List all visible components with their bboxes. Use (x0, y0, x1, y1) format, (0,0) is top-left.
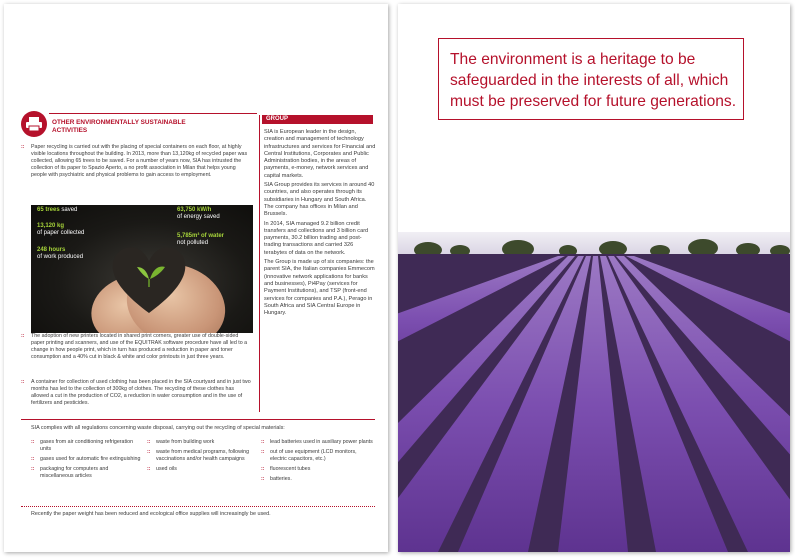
section-divider (21, 419, 375, 420)
waste-item: :: fluorescent tubes (261, 466, 373, 473)
lavender-rows-illustration (398, 232, 790, 552)
section-title: OTHER ENVIRONMENTALLY SUSTAINABLE ACTIVITIES (52, 119, 186, 134)
dotted-divider (21, 506, 375, 507)
group-paragraph: The Group is made up of six companies: the parent SIA, the Italian companies Emmecom (innovative network applications for banks and businesses), Pi4Pay (services for Payment Institutions), and TSP (front-end services for companies and P.A.), Perago in South Africa and SIA Central Europe in Hungary. (264, 259, 375, 317)
right-page (398, 4, 790, 552)
waste-item: :: packaging for computers and miscellaneous articles (31, 466, 141, 480)
section-header (21, 111, 257, 139)
printer-icon (21, 111, 47, 137)
quote-box (438, 38, 744, 120)
section-rule (49, 113, 257, 114)
paragraph-printers: The adoption of new printers located in shared print corners, greater use of double-sided paper printing and scanners, and use of the EQUITRAK software procedure have all led to a change in how people print, which in turn has produced a reduction in paper and toner consumption and a 40% cut in black & white and color printouts in just three years. (31, 333, 248, 360)
footer-note: Recently the paper weight has been reduced and ecological office supplies will increasingly be used. (31, 511, 271, 517)
waste-item: :: lead batteries used in auxiliary power plants (261, 439, 373, 446)
stat-energy: 63,750 kW/h of energy saved (177, 207, 220, 220)
waste-column-3 (261, 439, 373, 486)
waste-item: :: batteries. (261, 476, 373, 483)
compliance-intro: SIA complies with all regulations concerning waste disposal, carrying out the recycling of special materials: (31, 425, 285, 431)
paragraph-clothing: A container for collection of used clothing has been placed in the SIA courtyard and in just two months has led to the collection of 300kg of clothes. The recycling of these clothes has allowed a cut in the production of CO2, a reduction in water consumption and in the use of fertilizers and pesticides. (31, 379, 251, 406)
bullet-marker: :: (21, 144, 25, 150)
left-page (4, 4, 388, 552)
waste-item: :: used oils (147, 466, 255, 473)
waste-column-1 (31, 439, 141, 483)
hands-heart-photo (31, 205, 253, 333)
bullet-marker: :: (21, 333, 25, 339)
waste-column-2 (147, 439, 255, 476)
group-paragraph: SIA Group provides its services in around 40 countries, and also operates through its subsidiaries in Hungary and South Africa. The company has offices in Milan and Brussels. (264, 182, 375, 218)
column-divider (259, 115, 260, 412)
group-paragraph: In 2014, SIA managed 9.2 billion credit transfers and collections and 3 billion card payments, 30.2 billion trading and post-trading transactions and carried 326 terabytes of data on the network. (264, 220, 369, 256)
group-description (264, 129, 377, 319)
waste-item: :: waste from building work (147, 439, 255, 446)
paragraph-paper-recycling: Paper recycling is carried out with the placing of special containers on each floor, at highly visible locations throughout the building. In 2013, more than 13,120kg of recycled paper was collected, allowing 65 trees to be saved. For a number of years now, SIA has intrusted the collection of its paper to Spazio Aperto, a no profit association in Milan that helps young people with psychiatric and physical problems to gain access to employment. (31, 144, 248, 178)
waste-item: :: out of use equipment (LCD monitors, electric capacitors, etc.) (261, 449, 373, 463)
stat-paper: 13,120 kg of paper collected (37, 223, 85, 236)
bullet-marker: :: (21, 379, 25, 385)
waste-item: :: waste from medical programs, following vaccinations and/or health campaigns (147, 449, 255, 463)
group-paragraph: SIA is European leader in the design, creation and management of technology infrastructures and services for Financial and Central Institutions, Corporates and Public Administration bodies, in the areas of payments, e-money, network services and capital markets. (264, 129, 376, 179)
waste-item: :: gases used for automatic fire extinguishing (31, 456, 141, 463)
stat-hours: 248 hours of work produced (37, 247, 84, 260)
quote-text: The environment is a heritage to be safeguarded in the interests of all, which must be preserved for future generations. (450, 51, 737, 110)
group-header: GROUP (262, 115, 373, 124)
soil-heart-icon (109, 243, 189, 315)
waste-item: :: gases from air conditioning refrigeration units (31, 439, 141, 453)
stat-trees: 65 trees saved (37, 207, 78, 213)
lavender-field-photo (398, 232, 790, 552)
stat-water: 5,785m³ of water not polluted (177, 233, 225, 246)
